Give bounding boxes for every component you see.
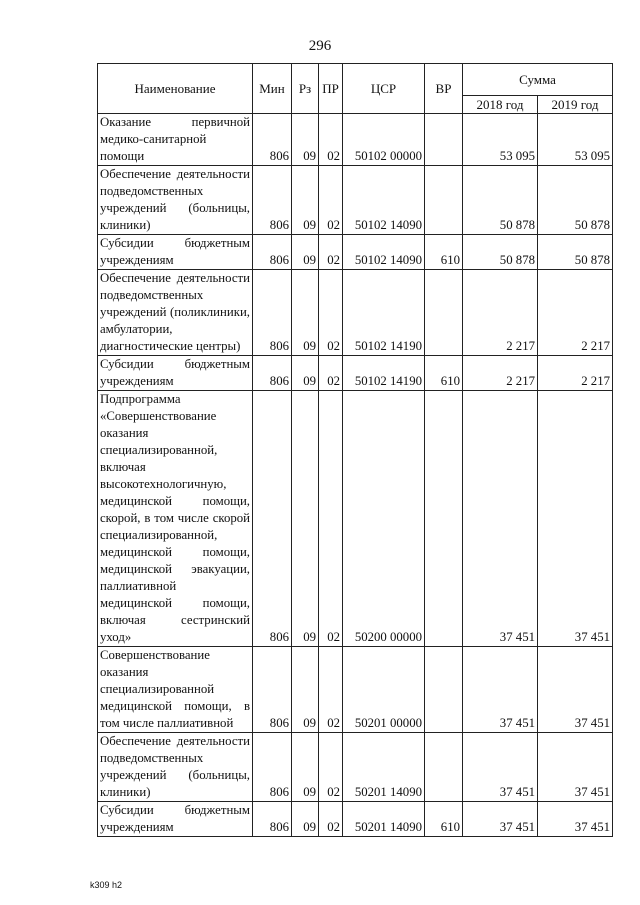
cell-name: Совершенствование оказания специализированной медицинской помощи, в том числе паллиативной	[98, 647, 253, 733]
cell-vr	[425, 166, 463, 235]
cell-name: Подпрограмма «Совершенствование оказания специализированной, включая высокотехнологичную, медицинской помощи, скорой, в том числе скорой специализированной, медицинской помощи, медицинской эвакуации, паллиативной медицинской помощи, включая сестринский уход»	[98, 391, 253, 647]
cell-pr: 02	[319, 166, 343, 235]
cell-sum-2019: 37 451	[538, 647, 613, 733]
cell-pr: 02	[319, 114, 343, 166]
cell-csr: 50201 14090	[343, 802, 425, 837]
table-body	[98, 114, 613, 837]
cell-sum-2018: 37 451	[463, 733, 538, 802]
cell-name: Обеспечение деятельности подведомственных учреждений (больницы, клиники)	[98, 733, 253, 802]
cell-sum-2019: 37 451	[538, 391, 613, 647]
cell-sum-2018: 53 095	[463, 114, 538, 166]
cell-pr: 02	[319, 391, 343, 647]
cell-csr: 50201 14090	[343, 733, 425, 802]
cell-rz: 09	[292, 270, 319, 356]
table-row	[98, 356, 613, 391]
table-row	[98, 235, 613, 270]
cell-sum-2019: 53 095	[538, 114, 613, 166]
cell-min: 806	[253, 802, 292, 837]
cell-pr: 02	[319, 235, 343, 270]
table-row	[98, 391, 613, 647]
cell-sum-2018: 2 217	[463, 270, 538, 356]
table-row	[98, 802, 613, 837]
cell-min: 806	[253, 733, 292, 802]
cell-name: Субсидии бюджетным учреждениям	[98, 802, 253, 837]
cell-csr: 50200 00000	[343, 391, 425, 647]
header-vr: ВР	[425, 64, 463, 114]
cell-sum-2019: 50 878	[538, 166, 613, 235]
cell-rz: 09	[292, 166, 319, 235]
cell-sum-2019: 2 217	[538, 356, 613, 391]
cell-name: Обеспечение деятельности подведомственных учреждений (поликлиники, амбулатории, диагностические центры)	[98, 270, 253, 356]
cell-vr	[425, 647, 463, 733]
cell-pr: 02	[319, 647, 343, 733]
table-row	[98, 733, 613, 802]
cell-sum-2018: 37 451	[463, 802, 538, 837]
page-number: 296	[308, 38, 332, 54]
cell-csr: 50102 14190	[343, 356, 425, 391]
cell-pr: 02	[319, 356, 343, 391]
cell-csr: 50102 14090	[343, 235, 425, 270]
cell-csr: 50102 00000	[343, 114, 425, 166]
cell-sum-2019: 37 451	[538, 802, 613, 837]
table-row	[98, 270, 613, 356]
cell-rz: 09	[292, 235, 319, 270]
cell-sum-2019: 2 217	[538, 270, 613, 356]
header-min: Мин	[253, 64, 292, 114]
cell-sum-2019: 37 451	[538, 733, 613, 802]
cell-sum-2018: 37 451	[463, 647, 538, 733]
cell-min: 806	[253, 166, 292, 235]
cell-vr: 610	[425, 356, 463, 391]
cell-rz: 09	[292, 733, 319, 802]
header-name: Наименование	[98, 64, 253, 114]
cell-rz: 09	[292, 356, 319, 391]
header-2019: 2019 год	[538, 96, 613, 114]
cell-name: Субсидии бюджетным учреждениям	[98, 356, 253, 391]
cell-csr: 50102 14190	[343, 270, 425, 356]
cell-sum-2018: 50 878	[463, 235, 538, 270]
cell-min: 806	[253, 647, 292, 733]
cell-min: 806	[253, 114, 292, 166]
cell-name: Субсидии бюджетным учреждениям	[98, 235, 253, 270]
header-2018: 2018 год	[463, 96, 538, 114]
cell-rz: 09	[292, 114, 319, 166]
cell-vr	[425, 114, 463, 166]
header-csr: ЦСР	[343, 64, 425, 114]
cell-csr: 50102 14090	[343, 166, 425, 235]
table-header-row	[98, 64, 613, 96]
cell-min: 806	[253, 270, 292, 356]
cell-rz: 09	[292, 391, 319, 647]
cell-pr: 02	[319, 270, 343, 356]
cell-sum-2018: 37 451	[463, 391, 538, 647]
cell-min: 806	[253, 235, 292, 270]
header-sum: Сумма	[463, 64, 613, 96]
cell-pr: 02	[319, 802, 343, 837]
cell-pr: 02	[319, 733, 343, 802]
table-row	[98, 166, 613, 235]
cell-csr: 50201 00000	[343, 647, 425, 733]
header-pr: ПР	[319, 64, 343, 114]
cell-name: Обеспечение деятельности подведомственных учреждений (больницы, клиники)	[98, 166, 253, 235]
header-rz: Рз	[292, 64, 319, 114]
cell-vr: 610	[425, 235, 463, 270]
cell-rz: 09	[292, 802, 319, 837]
cell-vr	[425, 733, 463, 802]
cell-min: 806	[253, 391, 292, 647]
cell-sum-2018: 50 878	[463, 166, 538, 235]
table-row	[98, 647, 613, 733]
cell-vr	[425, 391, 463, 647]
cell-vr: 610	[425, 802, 463, 837]
cell-rz: 09	[292, 647, 319, 733]
table-row	[98, 114, 613, 166]
budget-table	[97, 63, 613, 837]
cell-vr	[425, 270, 463, 356]
cell-sum-2019: 50 878	[538, 235, 613, 270]
cell-sum-2018: 2 217	[463, 356, 538, 391]
footer-code: k309 h2	[90, 880, 123, 890]
cell-name: Оказание первичной медико-санитарной помощи	[98, 114, 253, 166]
cell-min: 806	[253, 356, 292, 391]
